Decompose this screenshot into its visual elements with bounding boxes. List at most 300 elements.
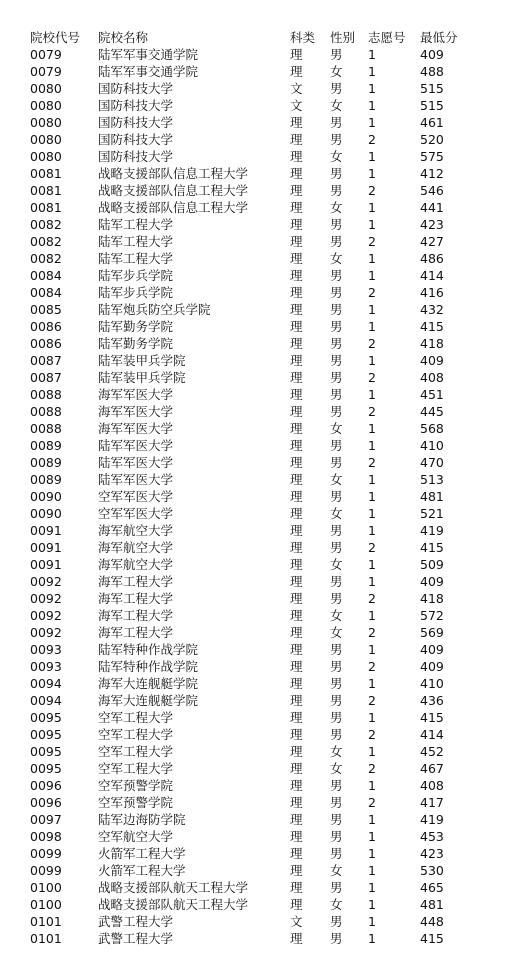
cell-gender: 男 bbox=[330, 47, 343, 62]
cell-school-name: 海军大连舰艇学院 bbox=[98, 693, 199, 708]
cell-choice-number: 2 bbox=[368, 234, 376, 249]
cell-subject-type: 文 bbox=[290, 81, 303, 96]
cell-school-name: 陆军军医大学 bbox=[98, 455, 174, 470]
cell-school-code: 0080 bbox=[30, 132, 62, 147]
cell-subject-type: 理 bbox=[290, 591, 303, 606]
cell-min-score: 436 bbox=[420, 693, 444, 708]
cell-gender: 女 bbox=[330, 744, 343, 759]
cell-school-code: 0099 bbox=[30, 863, 62, 878]
cell-school-code: 0098 bbox=[30, 829, 62, 844]
table-row bbox=[30, 148, 486, 165]
cell-school-code: 0079 bbox=[30, 64, 62, 79]
cell-school-name: 陆军特种作战学院 bbox=[98, 642, 199, 657]
cell-gender: 男 bbox=[330, 829, 343, 844]
cell-min-score: 575 bbox=[420, 149, 444, 164]
cell-gender: 女 bbox=[330, 608, 343, 623]
cell-school-name: 国防科技大学 bbox=[98, 132, 174, 147]
cell-subject-type: 理 bbox=[290, 200, 303, 215]
cell-choice-number: 1 bbox=[368, 64, 376, 79]
cell-min-score: 409 bbox=[420, 659, 444, 674]
cell-gender: 女 bbox=[330, 625, 343, 640]
cell-school-name: 陆军勤务学院 bbox=[98, 319, 174, 334]
cell-subject-type: 理 bbox=[290, 761, 303, 776]
table-row bbox=[30, 743, 486, 760]
cell-choice-number: 2 bbox=[368, 761, 376, 776]
cell-school-code: 0092 bbox=[30, 574, 62, 589]
cell-choice-number: 1 bbox=[368, 421, 376, 436]
cell-subject-type: 理 bbox=[290, 353, 303, 368]
cell-school-name: 国防科技大学 bbox=[98, 115, 174, 130]
table-row bbox=[30, 811, 486, 828]
cell-gender: 女 bbox=[330, 149, 343, 164]
cell-choice-number: 1 bbox=[368, 472, 376, 487]
table-row bbox=[30, 318, 486, 335]
cell-school-name: 海军航空大学 bbox=[98, 540, 174, 555]
cell-gender: 男 bbox=[330, 132, 343, 147]
cell-school-code: 0080 bbox=[30, 81, 62, 96]
cell-min-score: 448 bbox=[420, 914, 444, 929]
table-row bbox=[30, 369, 486, 386]
cell-subject-type: 理 bbox=[290, 489, 303, 504]
cell-choice-number: 1 bbox=[368, 897, 376, 912]
cell-subject-type: 理 bbox=[290, 183, 303, 198]
table-row bbox=[30, 522, 486, 539]
header-choice-number: 志愿号 bbox=[368, 30, 406, 45]
cell-subject-type: 理 bbox=[290, 47, 303, 62]
cell-school-code: 0081 bbox=[30, 166, 62, 181]
cell-min-score: 572 bbox=[420, 608, 444, 623]
cell-school-name: 空军预警学院 bbox=[98, 778, 174, 793]
cell-min-score: 481 bbox=[420, 897, 444, 912]
cell-min-score: 521 bbox=[420, 506, 444, 521]
cell-school-code: 0094 bbox=[30, 676, 62, 691]
header-school-name: 院校名称 bbox=[98, 30, 149, 45]
cell-min-score: 427 bbox=[420, 234, 444, 249]
table-row bbox=[30, 896, 486, 913]
cell-gender: 男 bbox=[330, 591, 343, 606]
cell-gender: 男 bbox=[330, 336, 343, 351]
header-row bbox=[30, 29, 486, 46]
cell-school-code: 0101 bbox=[30, 914, 62, 929]
cell-school-code: 0095 bbox=[30, 744, 62, 759]
cell-school-name: 海军军医大学 bbox=[98, 421, 174, 436]
cell-school-name: 武警工程大学 bbox=[98, 914, 174, 929]
cell-choice-number: 1 bbox=[368, 489, 376, 504]
table-row bbox=[30, 301, 486, 318]
cell-min-score: 470 bbox=[420, 455, 444, 470]
cell-choice-number: 1 bbox=[368, 642, 376, 657]
table-row bbox=[30, 97, 486, 114]
cell-gender: 男 bbox=[330, 914, 343, 929]
cell-school-name: 陆军军事交通学院 bbox=[98, 64, 199, 79]
cell-min-score: 419 bbox=[420, 523, 444, 538]
cell-subject-type: 理 bbox=[290, 727, 303, 742]
cell-min-score: 569 bbox=[420, 625, 444, 640]
cell-choice-number: 1 bbox=[368, 149, 376, 164]
cell-school-name: 陆军军事交通学院 bbox=[98, 47, 199, 62]
cell-choice-number: 1 bbox=[368, 353, 376, 368]
table-row bbox=[30, 454, 486, 471]
cell-gender: 男 bbox=[330, 115, 343, 130]
cell-gender: 男 bbox=[330, 574, 343, 589]
cell-school-name: 国防科技大学 bbox=[98, 149, 174, 164]
cell-school-code: 0081 bbox=[30, 200, 62, 215]
table-row bbox=[30, 913, 486, 930]
cell-gender: 男 bbox=[330, 319, 343, 334]
cell-min-score: 412 bbox=[420, 166, 444, 181]
cell-school-code: 0084 bbox=[30, 285, 62, 300]
cell-subject-type: 文 bbox=[290, 98, 303, 113]
table-row bbox=[30, 862, 486, 879]
cell-min-score: 453 bbox=[420, 829, 444, 844]
cell-gender: 男 bbox=[330, 659, 343, 674]
cell-school-name: 海军航空大学 bbox=[98, 557, 174, 572]
table-row bbox=[30, 658, 486, 675]
table-row bbox=[30, 794, 486, 811]
cell-min-score: 486 bbox=[420, 251, 444, 266]
cell-subject-type: 理 bbox=[290, 931, 303, 946]
cell-subject-type: 理 bbox=[290, 574, 303, 589]
cell-gender: 女 bbox=[330, 251, 343, 266]
cell-gender: 女 bbox=[330, 897, 343, 912]
table-row bbox=[30, 199, 486, 216]
cell-choice-number: 1 bbox=[368, 829, 376, 844]
cell-school-name: 空军预警学院 bbox=[98, 795, 174, 810]
cell-min-score: 423 bbox=[420, 846, 444, 861]
cell-choice-number: 1 bbox=[368, 812, 376, 827]
cell-gender: 男 bbox=[330, 404, 343, 419]
cell-school-name: 空军工程大学 bbox=[98, 710, 174, 725]
cell-subject-type: 理 bbox=[290, 302, 303, 317]
cell-gender: 男 bbox=[330, 676, 343, 691]
cell-choice-number: 1 bbox=[368, 931, 376, 946]
cell-school-code: 0090 bbox=[30, 489, 62, 504]
cell-subject-type: 理 bbox=[290, 149, 303, 164]
cell-school-code: 0086 bbox=[30, 319, 62, 334]
cell-subject-type: 理 bbox=[290, 693, 303, 708]
cell-school-name: 陆军勤务学院 bbox=[98, 336, 174, 351]
table-row bbox=[30, 437, 486, 454]
cell-gender: 男 bbox=[330, 812, 343, 827]
cell-gender: 男 bbox=[330, 727, 343, 742]
cell-choice-number: 1 bbox=[368, 200, 376, 215]
cell-school-name: 海军航空大学 bbox=[98, 523, 174, 538]
cell-min-score: 509 bbox=[420, 557, 444, 572]
cell-school-name: 战略支援部队信息工程大学 bbox=[98, 183, 249, 198]
cell-subject-type: 理 bbox=[290, 523, 303, 538]
cell-min-score: 409 bbox=[420, 574, 444, 589]
cell-min-score: 515 bbox=[420, 81, 444, 96]
cell-gender: 男 bbox=[330, 217, 343, 232]
cell-gender: 男 bbox=[330, 285, 343, 300]
cell-min-score: 409 bbox=[420, 353, 444, 368]
cell-school-name: 海军工程大学 bbox=[98, 608, 174, 623]
cell-subject-type: 理 bbox=[290, 710, 303, 725]
cell-choice-number: 1 bbox=[368, 523, 376, 538]
cell-choice-number: 1 bbox=[368, 557, 376, 572]
cell-school-code: 0093 bbox=[30, 642, 62, 657]
cell-school-code: 0082 bbox=[30, 251, 62, 266]
cell-subject-type: 理 bbox=[290, 846, 303, 861]
cell-subject-type: 文 bbox=[290, 914, 303, 929]
cell-choice-number: 2 bbox=[368, 727, 376, 742]
cell-school-code: 0079 bbox=[30, 47, 62, 62]
table-row bbox=[30, 726, 486, 743]
cell-min-score: 513 bbox=[420, 472, 444, 487]
table-row bbox=[30, 471, 486, 488]
table-row bbox=[30, 828, 486, 845]
cell-school-code: 0088 bbox=[30, 421, 62, 436]
cell-gender: 男 bbox=[330, 166, 343, 181]
cell-subject-type: 理 bbox=[290, 778, 303, 793]
cell-subject-type: 理 bbox=[290, 421, 303, 436]
cell-gender: 男 bbox=[330, 880, 343, 895]
cell-school-name: 空军工程大学 bbox=[98, 727, 174, 742]
cell-school-name: 海军大连舰艇学院 bbox=[98, 676, 199, 691]
cell-choice-number: 2 bbox=[368, 693, 376, 708]
cell-subject-type: 理 bbox=[290, 404, 303, 419]
table-header bbox=[30, 29, 486, 46]
cell-choice-number: 1 bbox=[368, 710, 376, 725]
cell-subject-type: 理 bbox=[290, 829, 303, 844]
cell-choice-number: 2 bbox=[368, 404, 376, 419]
cell-school-name: 海军军医大学 bbox=[98, 404, 174, 419]
cell-school-name: 战略支援部队航天工程大学 bbox=[98, 880, 249, 895]
cell-min-score: 465 bbox=[420, 880, 444, 895]
cell-gender: 男 bbox=[330, 234, 343, 249]
cell-choice-number: 1 bbox=[368, 47, 376, 62]
cell-school-code: 0095 bbox=[30, 761, 62, 776]
cell-gender: 女 bbox=[330, 472, 343, 487]
cell-choice-number: 2 bbox=[368, 540, 376, 555]
table-row bbox=[30, 505, 486, 522]
cell-choice-number: 1 bbox=[368, 302, 376, 317]
table-row bbox=[30, 845, 486, 862]
cell-school-code: 0097 bbox=[30, 812, 62, 827]
cell-subject-type: 理 bbox=[290, 166, 303, 181]
cell-choice-number: 2 bbox=[368, 455, 376, 470]
cell-gender: 男 bbox=[330, 795, 343, 810]
cell-school-name: 空军工程大学 bbox=[98, 744, 174, 759]
cell-min-score: 410 bbox=[420, 438, 444, 453]
cell-subject-type: 理 bbox=[290, 387, 303, 402]
cell-school-name: 陆军工程大学 bbox=[98, 234, 174, 249]
cell-min-score: 415 bbox=[420, 319, 444, 334]
cell-choice-number: 2 bbox=[368, 591, 376, 606]
cell-choice-number: 1 bbox=[368, 506, 376, 521]
cell-choice-number: 1 bbox=[368, 744, 376, 759]
cell-school-code: 0093 bbox=[30, 659, 62, 674]
cell-school-code: 0080 bbox=[30, 115, 62, 130]
cell-school-name: 陆军工程大学 bbox=[98, 251, 174, 266]
table-row bbox=[30, 114, 486, 131]
cell-school-code: 0087 bbox=[30, 353, 62, 368]
cell-gender: 男 bbox=[330, 387, 343, 402]
cell-choice-number: 1 bbox=[368, 319, 376, 334]
header-gender: 性别 bbox=[330, 30, 356, 45]
table-row bbox=[30, 80, 486, 97]
cell-gender: 男 bbox=[330, 81, 343, 96]
table-row bbox=[30, 641, 486, 658]
cell-school-name: 陆军步兵学院 bbox=[98, 285, 174, 300]
admission-score-table bbox=[30, 29, 486, 947]
cell-subject-type: 理 bbox=[290, 744, 303, 759]
cell-school-name: 陆军步兵学院 bbox=[98, 268, 174, 283]
cell-school-name: 海军军医大学 bbox=[98, 387, 174, 402]
cell-subject-type: 理 bbox=[290, 234, 303, 249]
cell-subject-type: 理 bbox=[290, 897, 303, 912]
cell-gender: 男 bbox=[330, 268, 343, 283]
cell-choice-number: 2 bbox=[368, 132, 376, 147]
cell-subject-type: 理 bbox=[290, 319, 303, 334]
table-row bbox=[30, 182, 486, 199]
table-row bbox=[30, 63, 486, 80]
cell-gender: 女 bbox=[330, 421, 343, 436]
cell-school-code: 0080 bbox=[30, 98, 62, 113]
cell-school-code: 0091 bbox=[30, 523, 62, 538]
table-row bbox=[30, 930, 486, 947]
table-row bbox=[30, 216, 486, 233]
cell-choice-number: 1 bbox=[368, 778, 376, 793]
cell-subject-type: 理 bbox=[290, 438, 303, 453]
cell-school-code: 0099 bbox=[30, 846, 62, 861]
cell-school-code: 0100 bbox=[30, 880, 62, 895]
cell-choice-number: 1 bbox=[368, 438, 376, 453]
table-body bbox=[30, 46, 486, 947]
table-row bbox=[30, 335, 486, 352]
cell-min-score: 488 bbox=[420, 64, 444, 79]
cell-school-name: 国防科技大学 bbox=[98, 81, 174, 96]
table-row bbox=[30, 607, 486, 624]
cell-choice-number: 2 bbox=[368, 183, 376, 198]
cell-school-code: 0094 bbox=[30, 693, 62, 708]
header-min-score: 最低分 bbox=[420, 30, 458, 45]
cell-subject-type: 理 bbox=[290, 336, 303, 351]
cell-gender: 男 bbox=[330, 693, 343, 708]
cell-gender: 男 bbox=[330, 370, 343, 385]
cell-gender: 男 bbox=[330, 438, 343, 453]
cell-subject-type: 理 bbox=[290, 268, 303, 283]
table-row bbox=[30, 488, 486, 505]
cell-min-score: 452 bbox=[420, 744, 444, 759]
cell-subject-type: 理 bbox=[290, 863, 303, 878]
cell-school-name: 战略支援部队信息工程大学 bbox=[98, 200, 249, 215]
cell-choice-number: 1 bbox=[368, 81, 376, 96]
table-row bbox=[30, 267, 486, 284]
cell-min-score: 530 bbox=[420, 863, 444, 878]
cell-gender: 男 bbox=[330, 778, 343, 793]
cell-choice-number: 1 bbox=[368, 217, 376, 232]
cell-min-score: 408 bbox=[420, 370, 444, 385]
cell-min-score: 445 bbox=[420, 404, 444, 419]
table-row bbox=[30, 420, 486, 437]
cell-min-score: 481 bbox=[420, 489, 444, 504]
table-row bbox=[30, 573, 486, 590]
table-row bbox=[30, 386, 486, 403]
table-row bbox=[30, 165, 486, 182]
cell-school-name: 火箭军工程大学 bbox=[98, 846, 186, 861]
cell-choice-number: 1 bbox=[368, 268, 376, 283]
cell-gender: 男 bbox=[330, 183, 343, 198]
cell-school-code: 0088 bbox=[30, 387, 62, 402]
cell-subject-type: 理 bbox=[290, 625, 303, 640]
cell-subject-type: 理 bbox=[290, 608, 303, 623]
table-row bbox=[30, 760, 486, 777]
cell-gender: 男 bbox=[330, 455, 343, 470]
cell-school-code: 0091 bbox=[30, 557, 62, 572]
table-row bbox=[30, 709, 486, 726]
cell-school-code: 0082 bbox=[30, 217, 62, 232]
cell-school-name: 海军工程大学 bbox=[98, 625, 174, 640]
cell-subject-type: 理 bbox=[290, 132, 303, 147]
cell-subject-type: 理 bbox=[290, 880, 303, 895]
cell-min-score: 419 bbox=[420, 812, 444, 827]
cell-choice-number: 1 bbox=[368, 98, 376, 113]
cell-school-code: 0089 bbox=[30, 455, 62, 470]
cell-gender: 女 bbox=[330, 98, 343, 113]
cell-school-code: 0087 bbox=[30, 370, 62, 385]
cell-gender: 男 bbox=[330, 489, 343, 504]
cell-min-score: 461 bbox=[420, 115, 444, 130]
cell-school-name: 陆军军医大学 bbox=[98, 438, 174, 453]
cell-school-name: 陆军炮兵防空兵学院 bbox=[98, 302, 211, 317]
cell-school-name: 空军工程大学 bbox=[98, 761, 174, 776]
cell-min-score: 418 bbox=[420, 591, 444, 606]
cell-gender: 男 bbox=[330, 302, 343, 317]
cell-choice-number: 2 bbox=[368, 659, 376, 674]
cell-min-score: 441 bbox=[420, 200, 444, 215]
cell-min-score: 414 bbox=[420, 268, 444, 283]
cell-school-code: 0084 bbox=[30, 268, 62, 283]
table-row bbox=[30, 233, 486, 250]
cell-subject-type: 理 bbox=[290, 285, 303, 300]
cell-choice-number: 2 bbox=[368, 370, 376, 385]
cell-choice-number: 1 bbox=[368, 251, 376, 266]
cell-choice-number: 1 bbox=[368, 676, 376, 691]
cell-gender: 男 bbox=[330, 642, 343, 657]
cell-school-name: 空军军医大学 bbox=[98, 489, 174, 504]
cell-school-code: 0100 bbox=[30, 897, 62, 912]
cell-min-score: 415 bbox=[420, 540, 444, 555]
cell-subject-type: 理 bbox=[290, 557, 303, 572]
cell-school-name: 国防科技大学 bbox=[98, 98, 174, 113]
cell-school-code: 0088 bbox=[30, 404, 62, 419]
cell-subject-type: 理 bbox=[290, 676, 303, 691]
table-row bbox=[30, 403, 486, 420]
cell-subject-type: 理 bbox=[290, 370, 303, 385]
cell-choice-number: 1 bbox=[368, 914, 376, 929]
table-row bbox=[30, 556, 486, 573]
cell-school-code: 0089 bbox=[30, 472, 62, 487]
table-row bbox=[30, 692, 486, 709]
header-subject-type: 科类 bbox=[290, 30, 316, 45]
cell-subject-type: 理 bbox=[290, 642, 303, 657]
cell-choice-number: 2 bbox=[368, 625, 376, 640]
cell-school-code: 0101 bbox=[30, 931, 62, 946]
cell-choice-number: 2 bbox=[368, 336, 376, 351]
cell-min-score: 432 bbox=[420, 302, 444, 317]
table-row bbox=[30, 539, 486, 556]
cell-subject-type: 理 bbox=[290, 251, 303, 266]
cell-school-code: 0095 bbox=[30, 727, 62, 742]
cell-school-name: 火箭军工程大学 bbox=[98, 863, 186, 878]
cell-subject-type: 理 bbox=[290, 540, 303, 555]
table-row bbox=[30, 46, 486, 63]
cell-school-name: 陆军装甲兵学院 bbox=[98, 370, 186, 385]
cell-choice-number: 1 bbox=[368, 574, 376, 589]
cell-min-score: 410 bbox=[420, 676, 444, 691]
cell-gender: 男 bbox=[330, 540, 343, 555]
